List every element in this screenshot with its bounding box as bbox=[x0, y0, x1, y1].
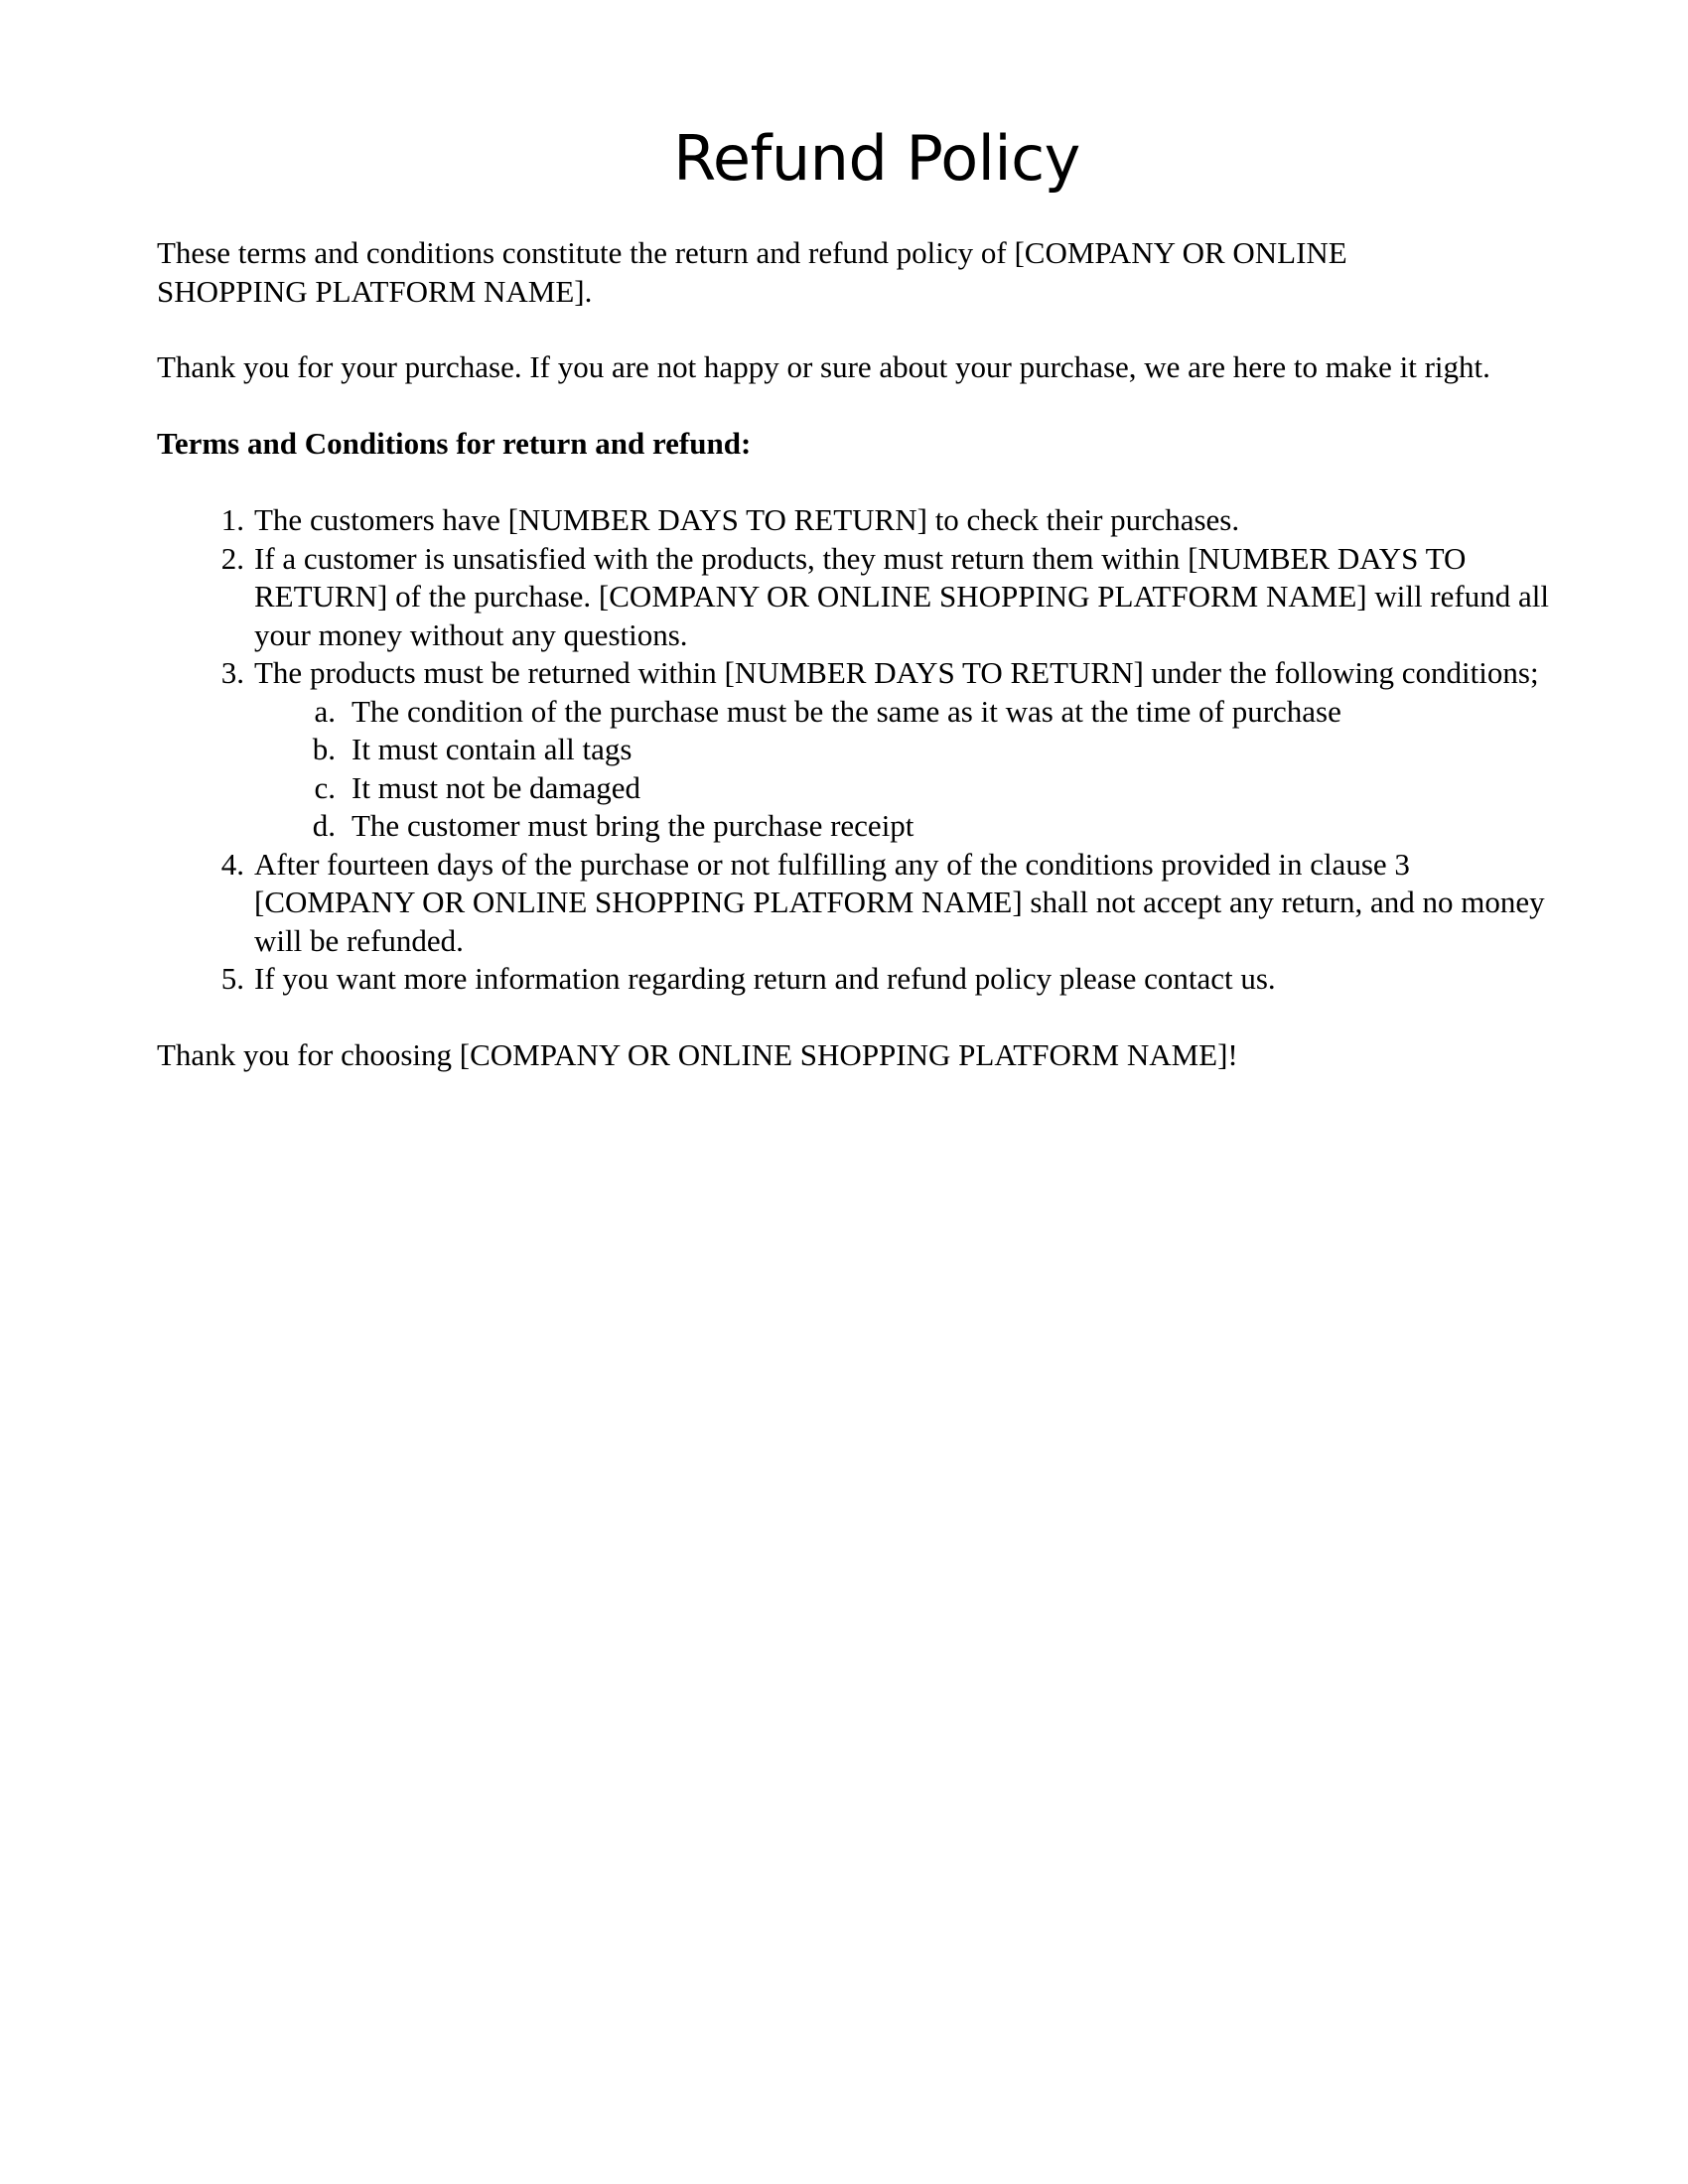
thank-you-paragraph: Thank you for your purchase. If you are not happy or sure about your purchase, we are here to make it right. bbox=[157, 349, 1490, 384]
list-item bbox=[157, 960, 1570, 999]
terms-heading: Terms and Conditions for return and refund: bbox=[157, 425, 752, 461]
list-item-number: 1. bbox=[220, 502, 244, 537]
sublist-item-text: It must contain all tags bbox=[352, 732, 633, 766]
sublist-item-letter: a. bbox=[314, 693, 336, 729]
list-item bbox=[157, 540, 1570, 655]
list-item-number: 5. bbox=[220, 961, 244, 996]
sublist-item-text: The customer must bring the purchase receipt bbox=[352, 808, 914, 843]
sublist-item bbox=[254, 769, 1570, 808]
list-item-number: 2. bbox=[220, 540, 244, 576]
sublist-item-text: It must not be damaged bbox=[352, 769, 640, 805]
list-item bbox=[157, 654, 1570, 846]
sublist-item-letter: d. bbox=[312, 808, 336, 843]
closing-paragraph: Thank you for choosing [COMPANY OR ONLINE SHOPPING PLATFORM NAME]! bbox=[157, 1036, 1238, 1072]
list-item-number: 3. bbox=[220, 655, 244, 690]
document-page bbox=[157, 0, 1597, 1074]
intro-paragraph: These terms and conditions constitute the return and refund policy of [COMPANY OR ONLINE SHOPPING PLATFORM NAME]. bbox=[157, 235, 1347, 309]
list-item-text: After fourteen days of the purchase or not fulfilling any of the conditions provided in clause 3 [COMPANY OR ONLINE SHOPPING PLATFORM NAME] shall not accept any return, and no money will be refunded. bbox=[254, 846, 1545, 958]
sublist-item-letter: c. bbox=[314, 769, 336, 805]
list-item-number: 4. bbox=[220, 846, 244, 882]
sublist-item bbox=[254, 807, 1570, 846]
sublist-item bbox=[254, 693, 1570, 732]
sublist-item bbox=[254, 731, 1570, 769]
list-item-text: If you want more information regarding return and refund policy please contact us. bbox=[254, 961, 1276, 996]
list-item-text: The customers have [NUMBER DAYS TO RETURN] to check their purchases. bbox=[254, 502, 1240, 537]
list-item bbox=[157, 846, 1570, 961]
sublist-item-text: The condition of the purchase must be the same as it was at the time of purchase bbox=[352, 693, 1341, 729]
list-item-text: If a customer is unsatisfied with the products, they must return them within [NUMBER DAYS TO RETURN] of the purchase. [COMPANY OR ONLINE SHOPPING PLATFORM NAME] will refund all your money without any questions. bbox=[254, 540, 1549, 652]
sublist-item-letter: b. bbox=[312, 732, 336, 766]
terms-list bbox=[157, 501, 1597, 999]
list-item-text: The products must be returned within [NUMBER DAYS TO RETURN] under the following conditions; bbox=[254, 655, 1539, 690]
list-item bbox=[157, 501, 1570, 540]
document-title: Refund Policy bbox=[673, 122, 1080, 195]
conditions-sublist bbox=[254, 693, 1570, 846]
